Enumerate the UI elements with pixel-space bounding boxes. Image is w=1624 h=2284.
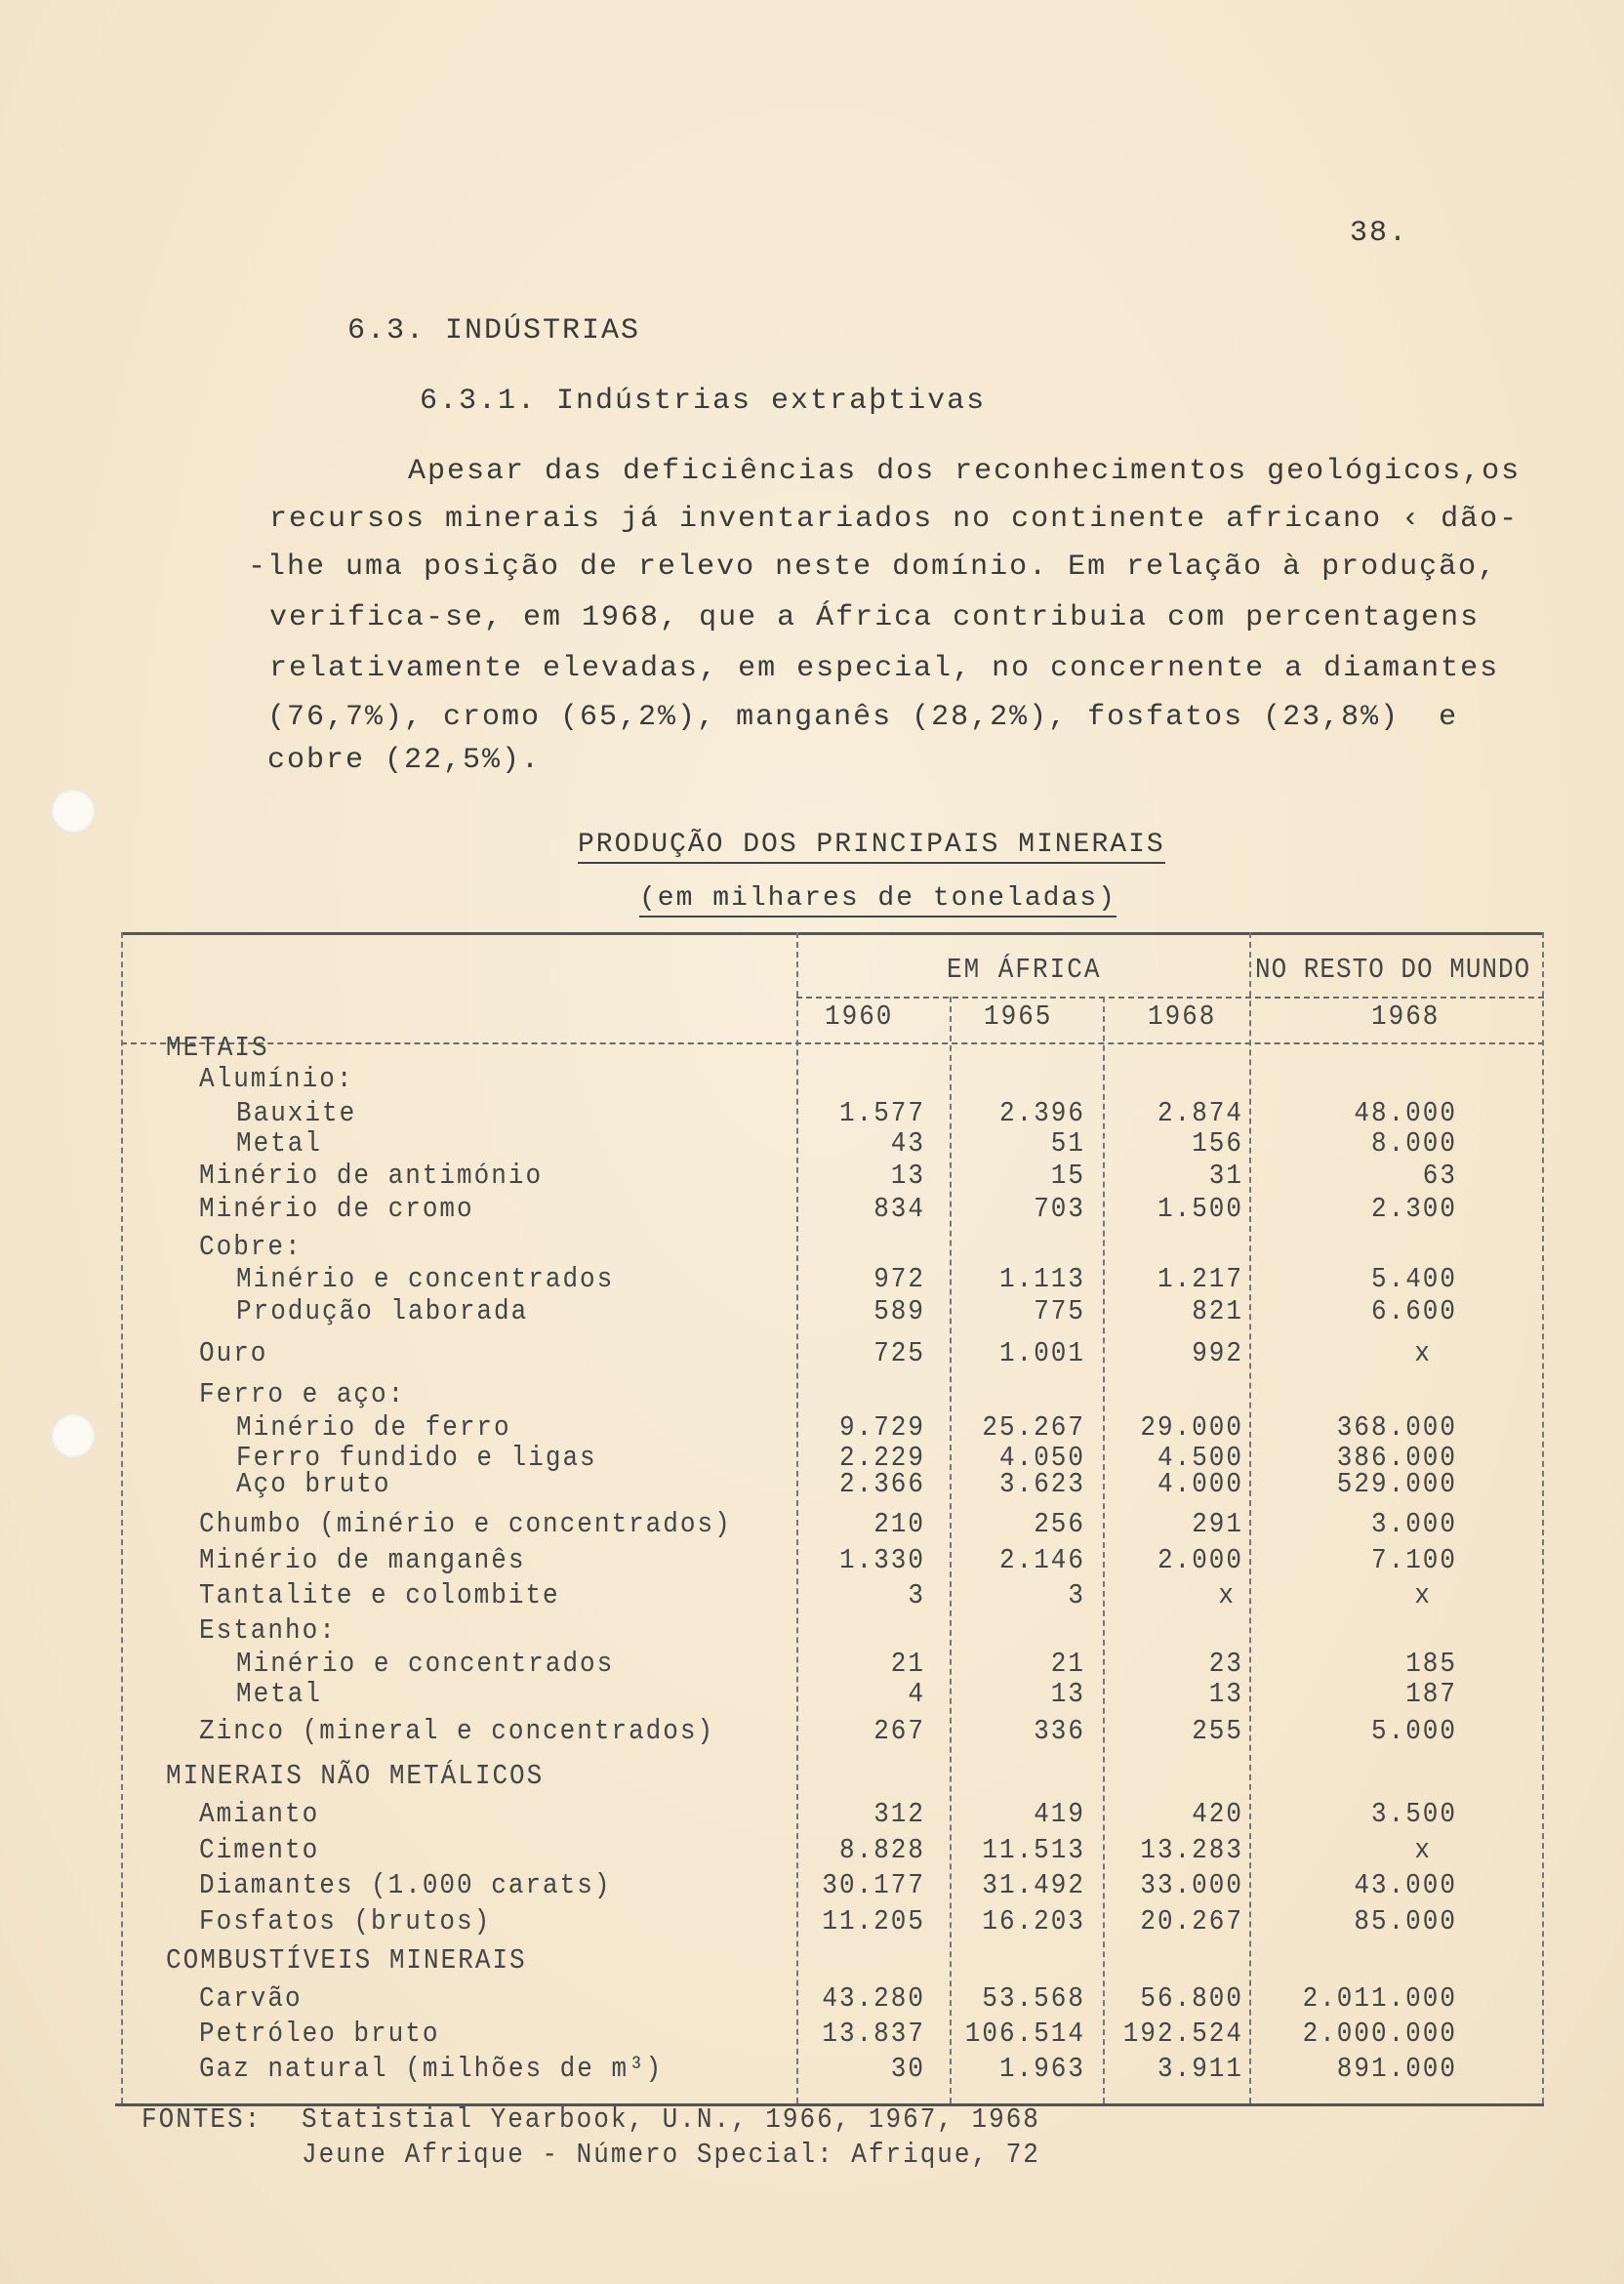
row-label: Ouro <box>199 1336 268 1369</box>
row-label: Petróleo bruto <box>199 2017 440 2050</box>
cell-value: 834 <box>873 1192 925 1225</box>
cell-value: 3.623 <box>998 1467 1085 1500</box>
cell-value: 2.146 <box>998 1543 1085 1576</box>
cell-value: 2.229 <box>838 1441 925 1474</box>
paragraph-line: cobre (22,5%). <box>267 744 542 777</box>
cell-value: 1.001 <box>998 1336 1085 1369</box>
cell-value: 2.011.000 <box>1302 1981 1457 2015</box>
cell-value: 5.000 <box>1370 1714 1457 1747</box>
page-number: 38. <box>1350 217 1409 250</box>
cell-value: 3.000 <box>1370 1507 1457 1540</box>
row-label: Metal <box>236 1677 323 1710</box>
cell-value: 312 <box>873 1797 925 1830</box>
cell-value: 2.366 <box>838 1467 925 1500</box>
cell-value: 85.000 <box>1354 1904 1457 1937</box>
cell-value: 4.500 <box>1157 1441 1243 1474</box>
row-label: Minério de manganês <box>199 1543 526 1576</box>
cell-value: 891.000 <box>1336 2052 1457 2085</box>
cell-value: 30 <box>890 2052 925 2085</box>
cell-value: 267 <box>873 1714 925 1747</box>
table-subtitle <box>639 883 1116 914</box>
paragraph-line: recursos minerais já inventariados no continente africano ‹ dão- <box>269 503 1520 536</box>
cell-value: 1.113 <box>998 1262 1085 1295</box>
row-label: Zinco (mineral e concentrados) <box>199 1714 715 1747</box>
cell-value: 16.203 <box>982 1904 1085 1937</box>
row-label: Fosfatos (brutos) <box>199 1904 492 1937</box>
row-label: Tantalite e colombite <box>199 1578 560 1611</box>
table-top-border <box>121 932 1544 935</box>
header-year-1960: 1960 <box>825 999 894 1033</box>
cell-value: 386.000 <box>1336 1441 1457 1474</box>
cell-value: 336 <box>1034 1714 1085 1747</box>
row-label: Carvão <box>199 1981 303 2015</box>
cell-value: 33.000 <box>1140 1868 1243 1901</box>
cell-value: 53.568 <box>982 1981 1085 2015</box>
cell-value: 2.000.000 <box>1302 2017 1457 2050</box>
cell-value: 210 <box>873 1507 925 1540</box>
cell-value: 31.492 <box>982 1868 1085 1901</box>
cell-value: 6.600 <box>1370 1294 1457 1327</box>
row-label: Cimento <box>199 1833 320 1866</box>
row-label: Diamantes (1.000 carats) <box>199 1868 612 1901</box>
cell-value: 13 <box>1050 1677 1085 1710</box>
column-divider <box>1249 932 1251 2103</box>
paragraph-line: verifica-se, em 1968, que a África contribuia com percentagens <box>269 601 1481 634</box>
row-label: Aço bruto <box>236 1467 391 1500</box>
row-label: Alumínio: <box>199 1062 354 1095</box>
row-label: Minério de antimónio <box>199 1159 544 1192</box>
cell-value: 725 <box>873 1336 925 1369</box>
row-label: METAIS <box>166 1031 269 1064</box>
cell-value: 4.000 <box>1157 1467 1243 1500</box>
row-label: Chumbo (minério e concentrados) <box>199 1507 732 1540</box>
cell-value: 15 <box>1050 1159 1085 1192</box>
punch-hole <box>51 1413 96 1458</box>
row-label: Minério e concentrados <box>236 1262 615 1295</box>
cell-value: 63 <box>1422 1159 1457 1192</box>
cell-value: 156 <box>1192 1126 1243 1160</box>
cell-value: 1.217 <box>1157 1262 1243 1295</box>
cell-value: 31 <box>1208 1159 1243 1192</box>
section-heading: 6.3. INDÚSTRIAS <box>347 314 641 347</box>
cell-value: 5.400 <box>1370 1262 1457 1295</box>
cell-value: 9.729 <box>838 1410 925 1444</box>
cell-value: 51 <box>1050 1126 1085 1160</box>
cell-value: 21 <box>1050 1647 1085 1680</box>
header-em-africa: EM ÁFRICA <box>947 953 1102 986</box>
cell-value: 106.514 <box>964 2017 1085 2050</box>
header-divider <box>796 997 1544 999</box>
row-label: Gaz natural (milhões de m³) <box>199 2052 664 2085</box>
cell-value: x <box>1414 1336 1432 1369</box>
row-label: MINERAIS NÃO METÁLICOS <box>166 1759 545 1792</box>
table-title <box>578 830 1165 860</box>
row-label: Ferro e aço: <box>199 1377 406 1410</box>
cell-value: x <box>1414 1833 1432 1866</box>
header-year-1968: 1968 <box>1148 999 1217 1033</box>
table-right-border <box>1542 932 1544 2103</box>
cell-value: 255 <box>1192 1714 1243 1747</box>
cell-value: 187 <box>1405 1677 1457 1710</box>
table-subtitle-text: (em milhares de toneladas) <box>639 883 1116 918</box>
cell-value: 43 <box>890 1126 925 1160</box>
cell-value: 29.000 <box>1140 1410 1243 1444</box>
sources-label: FONTES: <box>142 2102 263 2136</box>
cell-value: 1.500 <box>1157 1192 1243 1225</box>
cell-value: 3.911 <box>1157 2052 1243 2085</box>
row-label: Bauxite <box>236 1096 357 1129</box>
header-resto-do-mundo: NO RESTO DO MUNDO <box>1255 953 1531 986</box>
paragraph-line: Apesar das deficiências dos reconhecimentos geológicos,os <box>408 455 1522 488</box>
cell-value: 4 <box>908 1677 925 1710</box>
cell-value: 13.283 <box>1140 1833 1243 1866</box>
cell-value: 2.000 <box>1157 1543 1243 1576</box>
cell-value: 368.000 <box>1336 1410 1457 1444</box>
cell-value: 529.000 <box>1336 1467 1457 1500</box>
cell-value: 291 <box>1192 1507 1243 1540</box>
cell-value: 1.577 <box>838 1096 925 1129</box>
cell-value: 419 <box>1034 1797 1085 1830</box>
cell-value: 25.267 <box>982 1410 1085 1444</box>
cell-value: 13 <box>890 1159 925 1192</box>
subsection-heading: 6.3.1. Indústrias extraþtivas <box>420 385 987 418</box>
cell-value: 11.205 <box>822 1904 925 1937</box>
paragraph-line: (76,7%), cromo (65,2%), manganês (28,2%), fosfatos (23,8%) e <box>267 701 1459 734</box>
row-label: Produção laborada <box>236 1294 529 1327</box>
cell-value: 48.000 <box>1354 1096 1457 1129</box>
cell-value: 185 <box>1405 1647 1457 1680</box>
row-label: COMBUSTÍVEIS MINERAIS <box>166 1943 527 1977</box>
cell-value: 192.524 <box>1122 2017 1243 2050</box>
header-year-1965: 1965 <box>984 999 1053 1033</box>
cell-value: 43.280 <box>822 1981 925 2015</box>
cell-value: 23 <box>1208 1647 1243 1680</box>
cell-value: 13 <box>1208 1677 1243 1710</box>
header-year-1968-world: 1968 <box>1371 999 1441 1033</box>
row-label: Minério de cromo <box>199 1192 474 1225</box>
source-line: Jeune Afrique - Número Special: Afrique, 72 <box>302 2138 1040 2171</box>
row-label: Minério de ferro <box>236 1410 511 1444</box>
cell-value: 3 <box>1068 1578 1085 1611</box>
source-line: Statistial Yearbook, U.N., 1966, 1967, 1968 <box>302 2102 1040 2136</box>
cell-value: 8.828 <box>838 1833 925 1866</box>
cell-value: 992 <box>1192 1336 1243 1369</box>
table-title-text: PRODUÇÃO DOS PRINCIPAIS MINERAIS <box>578 830 1165 864</box>
cell-value: 589 <box>873 1294 925 1327</box>
paragraph-line: -lhe uma posição de relevo neste domínio. Em relação à produção, <box>248 551 1498 584</box>
cell-value: 1.963 <box>998 2052 1085 2085</box>
cell-value: 256 <box>1034 1507 1085 1540</box>
cell-value: 420 <box>1192 1797 1243 1830</box>
row-label: Cobre: <box>199 1230 303 1263</box>
row-label: Amianto <box>199 1797 320 1830</box>
cell-value: x <box>1218 1578 1236 1611</box>
row-label: Estanho: <box>199 1613 337 1647</box>
cell-value: 21 <box>890 1647 925 1680</box>
header-bottom-border <box>121 1042 1544 1044</box>
paragraph-line: relativamente elevadas, em especial, no concernente a diamantes <box>269 652 1500 685</box>
table-left-border <box>121 932 123 2103</box>
cell-value: 2.300 <box>1370 1192 1457 1225</box>
cell-value: 7.100 <box>1370 1543 1457 1576</box>
cell-value: 972 <box>873 1262 925 1295</box>
cell-value: 775 <box>1034 1294 1085 1327</box>
cell-value: 2.874 <box>1157 1096 1243 1129</box>
cell-value: x <box>1414 1578 1432 1611</box>
punch-hole <box>51 789 96 834</box>
cell-value: 11.513 <box>982 1833 1085 1866</box>
row-label: Ferro fundido e ligas <box>236 1441 597 1474</box>
cell-value: 821 <box>1192 1294 1243 1327</box>
row-label: Metal <box>236 1126 323 1160</box>
cell-value: 30.177 <box>822 1868 925 1901</box>
cell-value: 13.837 <box>822 2017 925 2050</box>
cell-value: 4.050 <box>998 1441 1085 1474</box>
cell-value: 2.396 <box>998 1096 1085 1129</box>
cell-value: 56.800 <box>1140 1981 1243 2015</box>
cell-value: 703 <box>1034 1192 1085 1225</box>
cell-value: 43.000 <box>1354 1868 1457 1901</box>
cell-value: 3.500 <box>1370 1797 1457 1830</box>
cell-value: 1.330 <box>838 1543 925 1576</box>
cell-value: 8.000 <box>1370 1126 1457 1160</box>
row-label: Minério e concentrados <box>236 1647 615 1680</box>
cell-value: 20.267 <box>1140 1904 1243 1937</box>
cell-value: 3 <box>908 1578 925 1611</box>
